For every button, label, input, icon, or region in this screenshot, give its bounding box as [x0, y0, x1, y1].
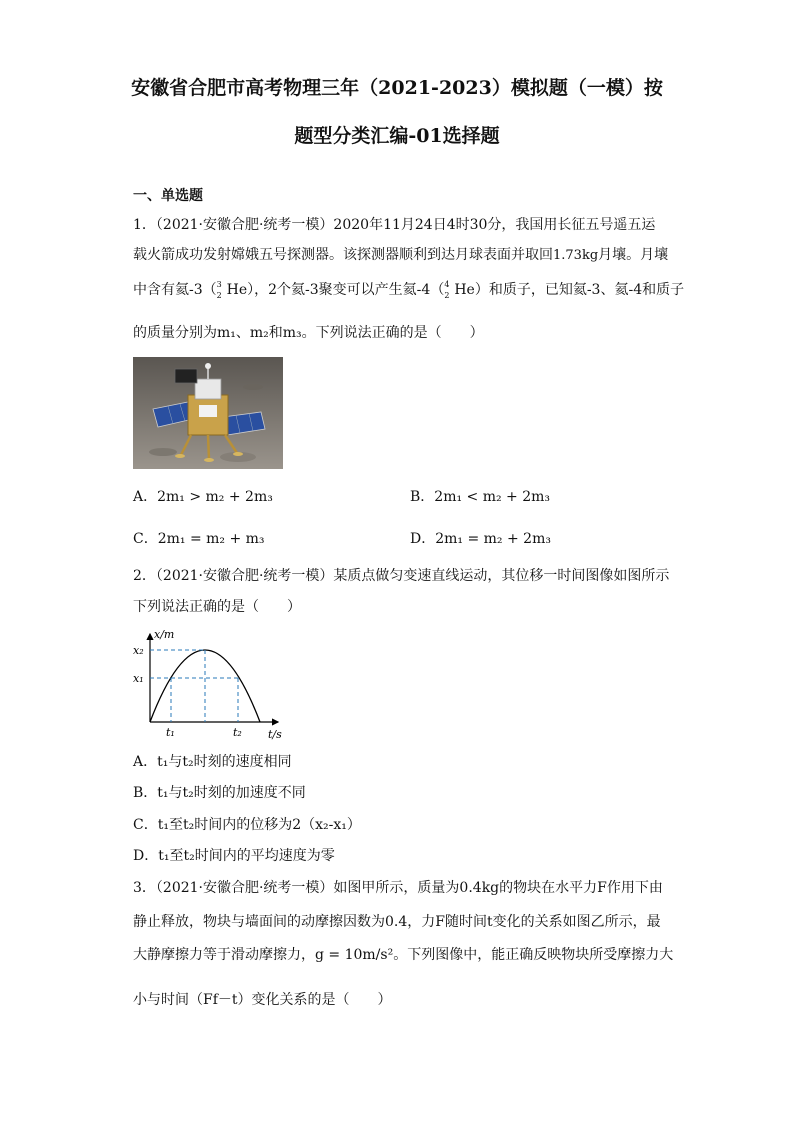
q3-line-3: 大静摩擦力等于滑动摩擦力，g = 10m/s²。下列图像中，能正确反映物块所受摩擦力大 [133, 947, 674, 963]
title-line-1: 安徽省合肥市高考物理三年（2021-2023）模拟题（一模）按 [131, 77, 663, 99]
q2-line-2: 下列说法正确的是（ ） [133, 599, 301, 615]
q3-line-1: 3．（2021·安徽合肥·统考一模）如图甲所示，质量为0.4kg的物块在水平力F作用下由 [133, 880, 663, 896]
he3-isotope [216, 280, 227, 300]
position-time-graph [128, 628, 298, 744]
he4-atomic-number: 2 [444, 291, 450, 300]
q1-line-2-text-b: 月壤。月壤 [598, 247, 669, 263]
he4-isotope [444, 280, 454, 300]
q1-option-a: A．2m₁ > m₂ + 2m₃ [133, 489, 273, 505]
document-title [100, 64, 694, 160]
he3-symbol: He [226, 282, 248, 298]
x-axis-label: t/s [268, 728, 282, 741]
he3-atomic-number: 2 [216, 291, 222, 300]
he3-mass-number: 3 [216, 280, 222, 289]
q2-option-d: D．t₁至t₂时间内的平均速度为零 [133, 848, 335, 864]
q1-option-c: C．2m₁ = m₂ + m₃ [133, 531, 265, 547]
lunar-lander-photo [133, 357, 283, 469]
section-heading: 一、单选题 [133, 188, 203, 204]
q1-line-2-text-a: 载火箭成功发射嫦娥五号探测器。该探测器顺利到达月球表面并取回 [133, 247, 553, 263]
q2-option-c: C．t₁至t₂时间内的位移为2（x₂-x₁） [133, 817, 361, 833]
he4-symbol: He [454, 282, 475, 298]
q2-option-b: B．t₁与t₂时刻的加速度不同 [133, 785, 306, 801]
q3-line-4: 小与时间（Ff－t）变化关系的是（ ） [133, 992, 392, 1008]
q3-line-2: 静止释放，物块与墙面间的动摩擦因数为0.4，力F随时间t变化的关系如图乙所示，最 [133, 914, 661, 930]
q1-line-3-text-a: 中含有氦-3（ [133, 282, 217, 298]
y-tick-x2: x₂ [133, 644, 144, 657]
q1-line-3-text-b: ），2个氦-3聚变可以产生氦-4（ [247, 282, 445, 298]
title-line-2: 题型分类汇编-01选择题 [294, 125, 500, 147]
q1-line-2 [133, 245, 668, 266]
q1-option-d: D．2m₁ = m₂ + 2m₃ [410, 531, 551, 547]
q1-line-4: 的质量分别为m₁、m₂和m₃。下列说法正确的是（ ） [133, 325, 484, 341]
x-tick-t1: t₁ [166, 726, 175, 739]
y-axis-label: x/m [154, 628, 175, 641]
q1-mass-value: 1.73kg [553, 248, 599, 263]
y-tick-x1: x₁ [133, 672, 144, 685]
q1-option-b: B．2m₁ < m₂ + 2m₃ [410, 489, 551, 505]
x-tick-t2: t₂ [233, 726, 242, 739]
q1-line-1: 1．（2021·安徽合肥·统考一模）2020年11月24日4时30分，我国用长征五号遥五运 [133, 217, 656, 233]
q2-option-a: A．t₁与t₂时刻的速度相同 [133, 754, 292, 770]
he4-mass-number: 4 [444, 280, 450, 289]
q2-line-1: 2．（2021·安徽合肥·统考一模）某质点做匀变速直线运动，其位移一时间图像如图所示 [133, 568, 670, 584]
q1-line-3 [133, 280, 684, 300]
q1-line-3-text-c: ）和质子，已知氦-3、氦-4和质子 [474, 282, 685, 298]
